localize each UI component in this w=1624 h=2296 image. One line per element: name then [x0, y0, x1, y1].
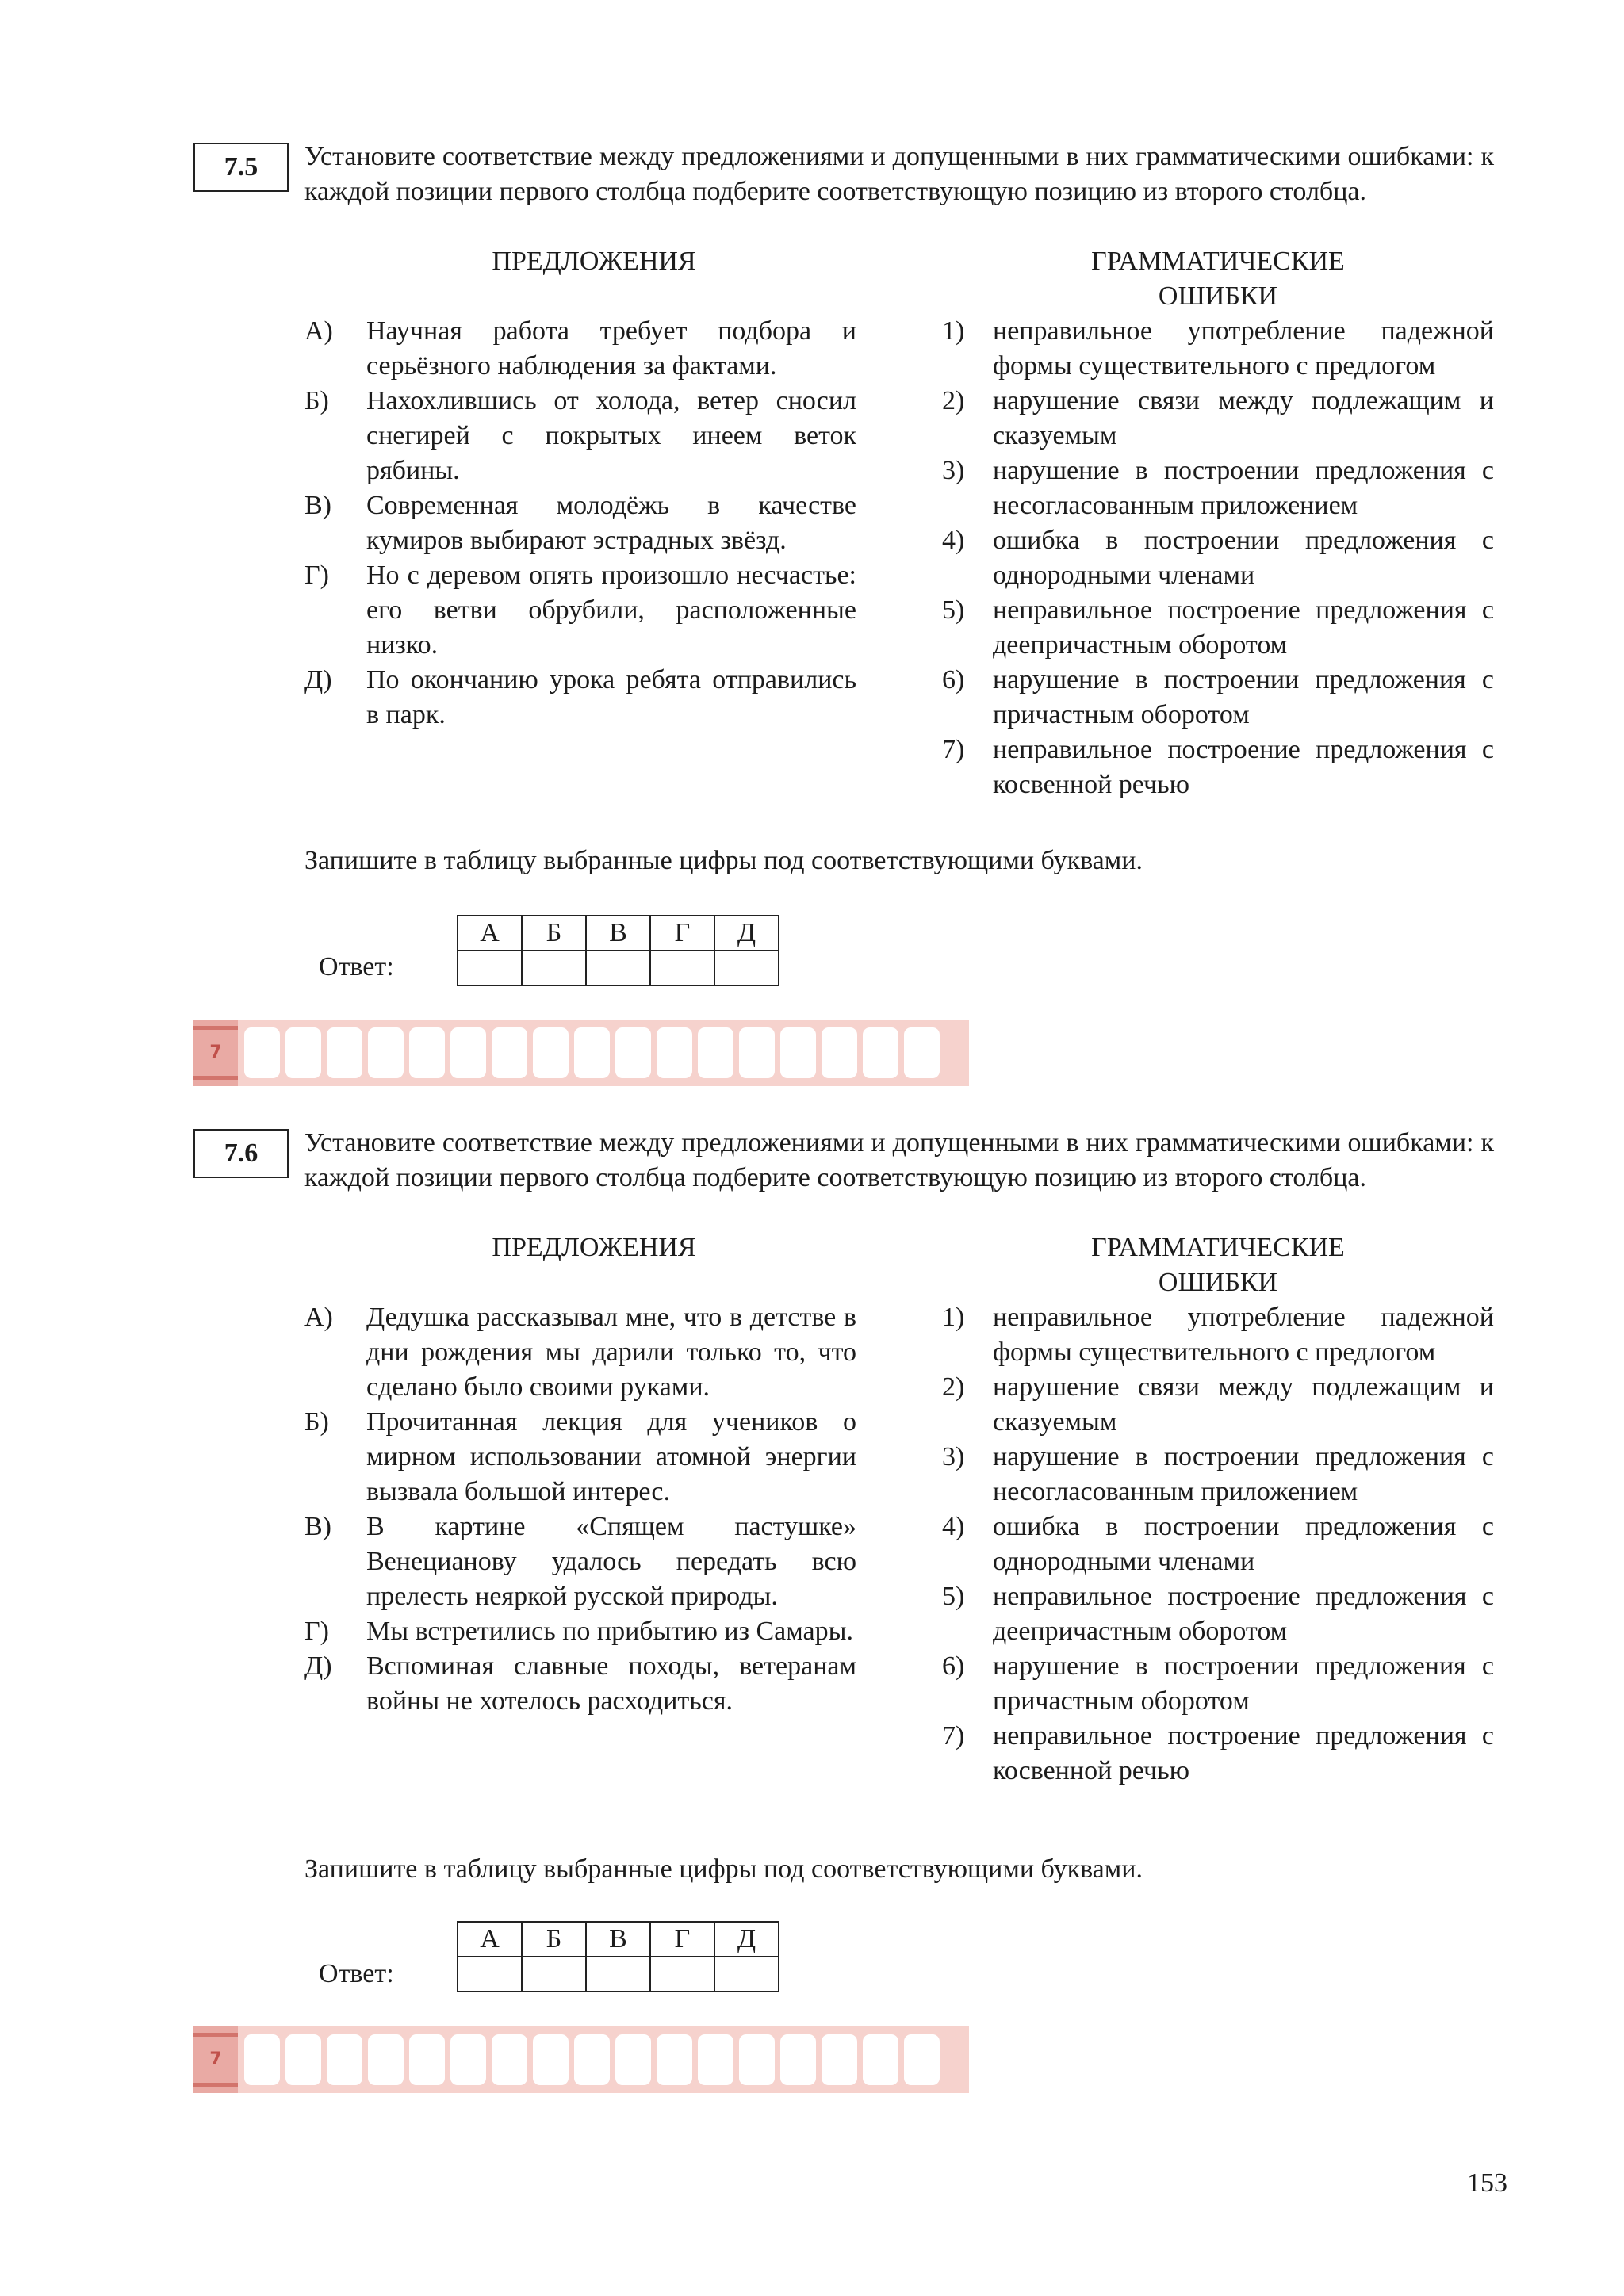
strip-cell[interactable]: [409, 1027, 445, 1078]
strip-cell[interactable]: [450, 1027, 486, 1078]
strip-cell[interactable]: [822, 1027, 857, 1078]
strip-cell[interactable]: [450, 2034, 486, 2085]
strip-cell[interactable]: [368, 2034, 404, 2085]
answer-table: [457, 915, 779, 986]
list-item: [942, 1649, 1494, 1719]
sentences-list: [304, 1300, 856, 1719]
answer-column-v: В: [586, 1922, 650, 1957]
item-label: 3): [942, 1442, 965, 1471]
item-text: неправильное построение предложения с косвенной речью: [993, 735, 1494, 799]
list-item: [304, 314, 856, 384]
item-text: нарушение связи между подлежащим и сказуемым: [993, 386, 1494, 450]
item-label: В): [304, 1512, 331, 1541]
list-item: [942, 314, 1494, 384]
answer-prompt: Запишите в таблицу выбранные цифры под соответствующими буквами.: [304, 846, 1143, 875]
strip-cell[interactable]: [285, 2034, 321, 2085]
strip-cell[interactable]: [904, 2034, 940, 2085]
item-text: нарушение в построении предложения с несогласованным приложением: [993, 456, 1494, 520]
answer-cell[interactable]: [522, 1957, 586, 1992]
item-text: Мы встретились по прибытию из Самары.: [366, 1617, 853, 1646]
errors-header-line1: ГРАММАТИЧЕСКИЕ: [1091, 247, 1345, 276]
item-label: Д): [304, 665, 332, 695]
answer-cell[interactable]: [522, 951, 586, 985]
strip-cell[interactable]: [409, 2034, 445, 2085]
answer-cell[interactable]: [458, 1957, 522, 1992]
strip-number: 7: [209, 2049, 222, 2069]
strip-cell[interactable]: [822, 2034, 857, 2085]
strip-cell[interactable]: [492, 2034, 527, 2085]
answer-column-g: Г: [650, 1922, 714, 1957]
answer-prompt: Запишите в таблицу выбранные цифры под соответствующими буквами.: [304, 1854, 1143, 1884]
strip-tab: [193, 2026, 238, 2093]
item-text: неправильное построение предложения с косвенной речью: [993, 1721, 1494, 1785]
item-label: В): [304, 491, 331, 520]
errors-header-line2: ОШИБКИ: [1158, 1268, 1278, 1297]
strip-cell[interactable]: [574, 2034, 610, 2085]
answer-column-a: А: [458, 1922, 522, 1957]
list-item: [304, 1614, 856, 1649]
strip-number: 7: [209, 1043, 222, 1062]
strip-cell[interactable]: [863, 2034, 898, 2085]
answer-cell[interactable]: [650, 951, 714, 985]
item-label: Г): [304, 561, 329, 590]
item-text: неправильное построение предложения с деепричастным оборотом: [993, 1582, 1494, 1646]
strip-tab: [193, 1020, 238, 1086]
strip-cell[interactable]: [327, 1027, 362, 1078]
list-item: [942, 1370, 1494, 1440]
answer-cell[interactable]: [714, 1957, 779, 1992]
answer-column-d: Д: [714, 916, 779, 951]
item-text: Нахохлившись от холода, ветер сносил снегирей с покрытых инеем веток рябины.: [366, 386, 856, 485]
list-item: [942, 733, 1494, 802]
list-item: [942, 663, 1494, 733]
list-item: [942, 523, 1494, 593]
item-text: Современная молодёжь в качестве кумиров выбирают эстрадных звёзд.: [366, 491, 856, 555]
item-text: нарушение в построении предложения с несогласованным приложением: [993, 1442, 1494, 1506]
answer-cell[interactable]: [586, 1957, 650, 1992]
item-label: 1): [942, 316, 965, 346]
strip-cell[interactable]: [533, 1027, 569, 1078]
strip-cells: [244, 2034, 940, 2085]
item-label: 6): [942, 1651, 965, 1681]
list-item: [942, 1579, 1494, 1649]
list-item: [942, 384, 1494, 453]
errors-list: [942, 314, 1494, 802]
item-label: Б): [304, 386, 329, 415]
answer-cell[interactable]: [714, 951, 779, 985]
item-label: 5): [942, 595, 965, 625]
answer-form-strip: [193, 1020, 969, 1086]
answer-cell[interactable]: [650, 1957, 714, 1992]
answer-cell[interactable]: [458, 951, 522, 985]
item-text: Дедушка рассказывал мне, что в детстве в дни рождения мы дарили только то, что сделано было своими руками.: [366, 1303, 856, 1402]
strip-cell[interactable]: [285, 1027, 321, 1078]
sentences-header: ПРЕДЛОЖЕНИЯ: [492, 247, 696, 276]
item-label: 1): [942, 1303, 965, 1332]
strip-cell[interactable]: [615, 2034, 651, 2085]
item-label: Г): [304, 1617, 329, 1646]
list-item: [942, 1719, 1494, 1789]
task-number: 7.6: [193, 1129, 289, 1178]
item-label: 2): [942, 386, 965, 415]
list-item: [942, 1300, 1494, 1370]
item-text: неправильное построение предложения с деепричастным оборотом: [993, 595, 1494, 660]
list-item: [942, 453, 1494, 523]
answer-header-row: [458, 1922, 779, 1957]
answer-table: [457, 1921, 779, 1992]
item-label: А): [304, 1303, 333, 1332]
answer-input-row: [458, 951, 779, 985]
strip-cell[interactable]: [492, 1027, 527, 1078]
item-text: ошибка в построении предложения с однородными членами: [993, 526, 1494, 590]
answer-column-v: В: [586, 916, 650, 951]
strip-cell[interactable]: [574, 1027, 610, 1078]
errors-header-line1: ГРАММАТИЧЕСКИЕ: [1091, 1233, 1345, 1262]
item-text: нарушение связи между подлежащим и сказуемым: [993, 1372, 1494, 1437]
task-instruction: Установите соответствие между предложениями и допущенными в них грамматическими ошибками: к каждой позиции первого столбца подберите соответствующую позицию из второго столбца.: [304, 142, 1494, 206]
list-item: [304, 1649, 856, 1719]
sentences-header: ПРЕДЛОЖЕНИЯ: [492, 1233, 696, 1262]
item-label: 6): [942, 665, 965, 695]
answer-column-b: Б: [522, 916, 586, 951]
strip-cell[interactable]: [657, 1027, 692, 1078]
list-item: [304, 1405, 856, 1510]
answer-form-strip: [193, 2026, 969, 2093]
item-label: Б): [304, 1407, 329, 1437]
list-item: [304, 384, 856, 488]
item-text: неправильное употребление падежной формы существительного с предлогом: [993, 316, 1494, 381]
list-item: [304, 1510, 856, 1614]
item-text: Научная работа требует подбора и серьёзного наблюдения за фактами.: [366, 316, 856, 381]
item-text: В картине «Спящем пастушке» Венецианову удалось передать всю прелесть неяркой русской природы.: [366, 1512, 856, 1611]
item-text: Но с деревом опять произошло несчастье: его ветви обрубили, расположенные низко.: [366, 561, 856, 660]
errors-header-line2: ОШИБКИ: [1158, 281, 1278, 311]
item-text: нарушение в построении предложения с причастным оборотом: [993, 1651, 1494, 1716]
strip-cell[interactable]: [244, 2034, 280, 2085]
item-label: 7): [942, 735, 965, 764]
task-instruction: Установите соответствие между предложениями и допущенными в них грамматическими ошибками: к каждой позиции первого столбца подберите соответствующую позицию из второго столбца.: [304, 1128, 1494, 1192]
answer-column-a: А: [458, 916, 522, 951]
strip-cell[interactable]: [739, 1027, 775, 1078]
strip-cell[interactable]: [615, 1027, 651, 1078]
list-item: [304, 488, 856, 558]
answer-input-row: [458, 1957, 779, 1992]
task-number: 7.5: [193, 143, 289, 192]
list-item: [304, 1300, 856, 1405]
item-text: ошибка в построении предложения с однородными членами: [993, 1512, 1494, 1576]
answer-column-d: Д: [714, 1922, 779, 1957]
strip-cell[interactable]: [780, 2034, 816, 2085]
item-text: По окончанию урока ребята отправились в парк.: [366, 665, 856, 729]
errors-list: [942, 1300, 1494, 1789]
task-7-6: [0, 1126, 1624, 2109]
item-text: неправильное употребление падежной формы существительного с предлогом: [993, 1303, 1494, 1367]
item-label: Д): [304, 1651, 332, 1681]
page-number: 153: [1467, 2168, 1507, 2198]
item-label: А): [304, 316, 333, 346]
strip-cell[interactable]: [533, 2034, 569, 2085]
strip-cell[interactable]: [904, 1027, 940, 1078]
sentences-list: [304, 314, 856, 733]
list-item: [942, 1510, 1494, 1579]
item-text: нарушение в построении предложения с причастным оборотом: [993, 665, 1494, 729]
strip-cell[interactable]: [657, 2034, 692, 2085]
strip-cell[interactable]: [698, 1027, 733, 1078]
item-text: Вспоминая славные походы, ветеранам войны не хотелось расходиться.: [366, 1651, 856, 1716]
answer-column-g: Г: [650, 916, 714, 951]
item-label: 5): [942, 1582, 965, 1611]
list-item: [942, 593, 1494, 663]
strip-cell[interactable]: [739, 2034, 775, 2085]
strip-cells: [244, 1027, 940, 1078]
list-item: [304, 558, 856, 663]
list-item: [942, 1440, 1494, 1510]
answer-label: Ответ:: [319, 1959, 394, 1988]
list-item: [304, 663, 856, 733]
strip-cell[interactable]: [863, 1027, 898, 1078]
item-text: Прочитанная лекция для учеников о мирном использовании атомной энергии вызвала большой интерес.: [366, 1407, 856, 1506]
strip-cell[interactable]: [780, 1027, 816, 1078]
answer-label: Ответ:: [319, 952, 394, 982]
task-7-5: [0, 140, 1624, 1123]
item-label: 2): [942, 1372, 965, 1402]
strip-cell[interactable]: [698, 2034, 733, 2085]
answer-cell[interactable]: [586, 951, 650, 985]
item-label: 3): [942, 456, 965, 485]
item-label: 7): [942, 1721, 965, 1751]
item-label: 4): [942, 526, 965, 555]
answer-column-b: Б: [522, 1922, 586, 1957]
strip-cell[interactable]: [368, 1027, 404, 1078]
answer-header-row: [458, 916, 779, 951]
strip-cell[interactable]: [327, 2034, 362, 2085]
strip-cell[interactable]: [244, 1027, 280, 1078]
item-label: 4): [942, 1512, 965, 1541]
